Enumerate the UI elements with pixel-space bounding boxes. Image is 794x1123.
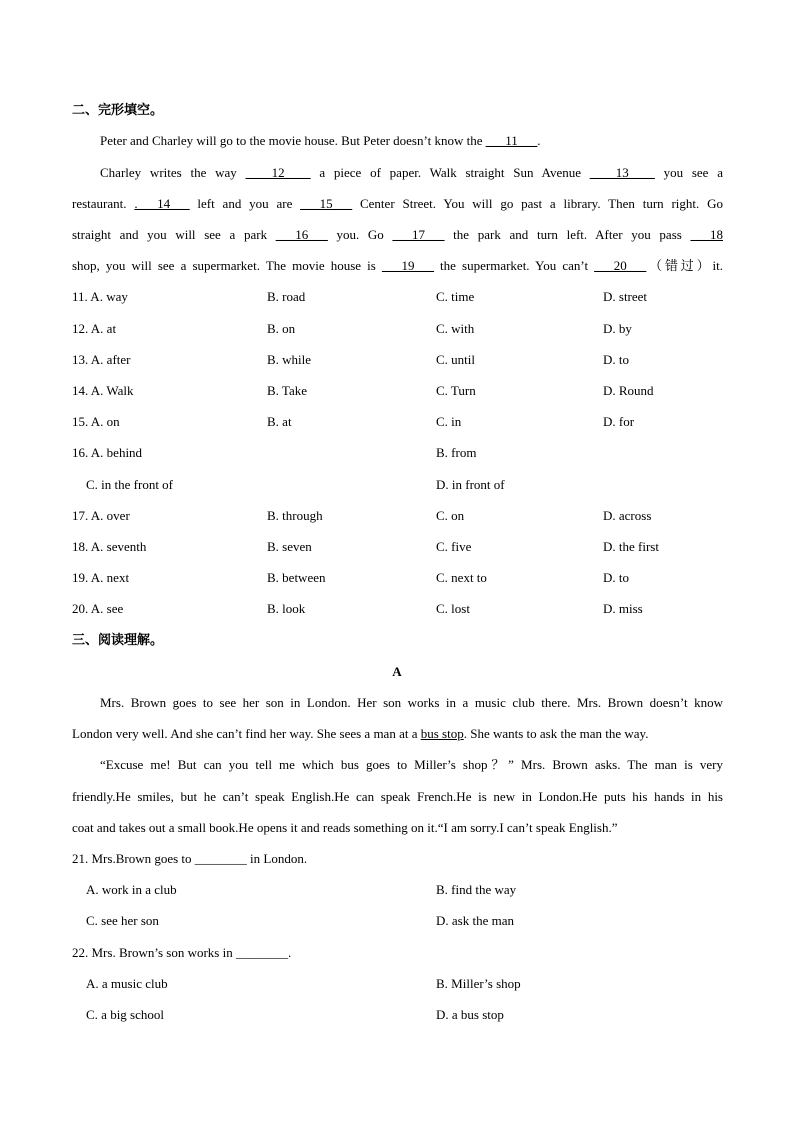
- underlined-text: ___19___: [381, 258, 434, 273]
- q15-option-b[interactable]: B. at: [267, 414, 292, 429]
- cloze-heading: 二、完形填空。: [72, 103, 164, 118]
- q12-option-b[interactable]: B. on: [267, 321, 296, 336]
- underlined-text: ___15___: [300, 196, 353, 211]
- q11-option-c[interactable]: C. time: [436, 289, 475, 304]
- q12-option-c[interactable]: C. with: [436, 321, 475, 336]
- q13-option-b[interactable]: B. while: [267, 352, 312, 367]
- q11-option-a[interactable]: 11. A. way: [72, 289, 128, 304]
- cloze-line-2: Charley writes the way ____12____ a piece of paper. Walk straight Sun Avenue ____13____ you see a: [100, 165, 723, 180]
- underlined-text: ___16___: [275, 227, 328, 242]
- cloze-line-5: shop, you will see a supermarket. The movie house is ___19___ the supermarket. You can’t ___20___（错过）it.: [72, 258, 723, 273]
- q20-option-a[interactable]: 20. A. see: [72, 601, 124, 616]
- underlined-text: ___17___: [392, 227, 445, 242]
- q22-option-d[interactable]: D. a bus stop: [436, 1007, 504, 1022]
- passage-line-4: friendly.He smiles, but he can’t speak English.He can speak French.He is new in London.He puts his hands in his: [72, 789, 723, 804]
- q17-option-d[interactable]: D. across: [603, 508, 652, 523]
- q21-option-c[interactable]: C. see her son: [86, 913, 159, 928]
- underlined-text: ___20___: [594, 258, 647, 273]
- q13-option-c[interactable]: C. until: [436, 352, 476, 367]
- cloze-line-4: straight and you will see a park ___16___ you. Go ___17___ the park and turn left. After you pass ___18: [72, 227, 723, 242]
- passage-line-3: “Excuse me! But can you tell me which bus goes to Miller’s shop？” Mrs. Brown asks. The man is very: [100, 757, 723, 772]
- q21-stem: 21. Mrs.Brown goes to ________ in London.: [72, 851, 308, 866]
- q21-option-a[interactable]: A. work in a club: [86, 882, 177, 897]
- q11-option-d[interactable]: D. street: [603, 289, 648, 304]
- q17-option-c[interactable]: C. on: [436, 508, 465, 523]
- q18-option-c[interactable]: C. five: [436, 539, 472, 554]
- q16-option-a[interactable]: 16. A. behind: [72, 445, 143, 460]
- q18-option-b[interactable]: B. seven: [267, 539, 312, 554]
- passage-line-2: London very well. And she can’t find her way. She sees a man at a bus stop. She wants to ask the man the way.: [72, 726, 649, 741]
- q22-option-b[interactable]: B. Miller’s shop: [436, 976, 521, 991]
- q16-option-c[interactable]: C. in the front of: [86, 477, 174, 492]
- underlined-text: .___14___: [134, 196, 190, 211]
- q21-option-b[interactable]: B. find the way: [436, 882, 517, 897]
- underlined-text: ____13____: [589, 165, 655, 180]
- q21-option-d[interactable]: D. ask the man: [436, 913, 514, 928]
- q13-option-a[interactable]: 13. A. after: [72, 352, 131, 367]
- q11-option-b[interactable]: B. road: [267, 289, 306, 304]
- q20-option-c[interactable]: C. lost: [436, 601, 470, 616]
- q20-option-b[interactable]: B. look: [267, 601, 306, 616]
- q19-option-b[interactable]: B. between: [267, 570, 326, 585]
- q12-option-d[interactable]: D. by: [603, 321, 632, 336]
- q18-option-d[interactable]: D. the first: [603, 539, 659, 554]
- q14-option-d[interactable]: D. Round: [603, 383, 654, 398]
- passage-line-5: coat and takes out a small book.He opens it and reads something on it.“I am sorry.I can’t speak English.”: [72, 820, 618, 835]
- q14-option-a[interactable]: 14. A. Walk: [72, 383, 134, 398]
- q17-option-b[interactable]: B. through: [267, 508, 323, 523]
- q12-option-a[interactable]: 12. A. at: [72, 321, 117, 336]
- underlined-text: bus stop: [420, 726, 464, 741]
- q18-option-a[interactable]: 18. A. seventh: [72, 539, 147, 554]
- q17-option-a[interactable]: 17. A. over: [72, 508, 130, 523]
- q22-stem: 22. Mrs. Brown’s son works in ________.: [72, 945, 292, 960]
- q19-option-d[interactable]: D. to: [603, 570, 629, 585]
- underlined-text: ___11___: [485, 133, 538, 148]
- q15-option-a[interactable]: 15. A. on: [72, 414, 120, 429]
- passage-line-1: Mrs. Brown goes to see her son in London. Her son works in a music club there. Mrs. Brown doesn’t know: [100, 695, 723, 710]
- q16-option-b[interactable]: B. from: [436, 445, 477, 460]
- underlined-text: ___18: [690, 227, 723, 242]
- q22-option-c[interactable]: C. a big school: [86, 1007, 164, 1022]
- q14-option-c[interactable]: C. Turn: [436, 383, 476, 398]
- q22-option-a[interactable]: A. a music club: [86, 976, 168, 991]
- q15-option-c[interactable]: C. in: [436, 414, 462, 429]
- reading-heading: 三、阅读理解。: [72, 633, 164, 648]
- q20-option-d[interactable]: D. miss: [603, 601, 643, 616]
- cloze-line-3: restaurant. .___14___ left and you are ___15___ Center Street. You will go past a library. Then turn right. Go: [72, 196, 723, 211]
- q13-option-d[interactable]: D. to: [603, 352, 629, 367]
- passage-label: A: [392, 664, 402, 679]
- q16-option-d[interactable]: D. in front of: [436, 477, 505, 492]
- q14-option-b[interactable]: B. Take: [267, 383, 308, 398]
- underlined-text: ____12____: [245, 165, 311, 180]
- q19-option-c[interactable]: C. next to: [436, 570, 487, 585]
- q15-option-d[interactable]: D. for: [603, 414, 635, 429]
- cloze-line-1: Peter and Charley will go to the movie house. But Peter doesn’t know the ___11___.: [100, 133, 541, 148]
- q19-option-a[interactable]: 19. A. next: [72, 570, 130, 585]
